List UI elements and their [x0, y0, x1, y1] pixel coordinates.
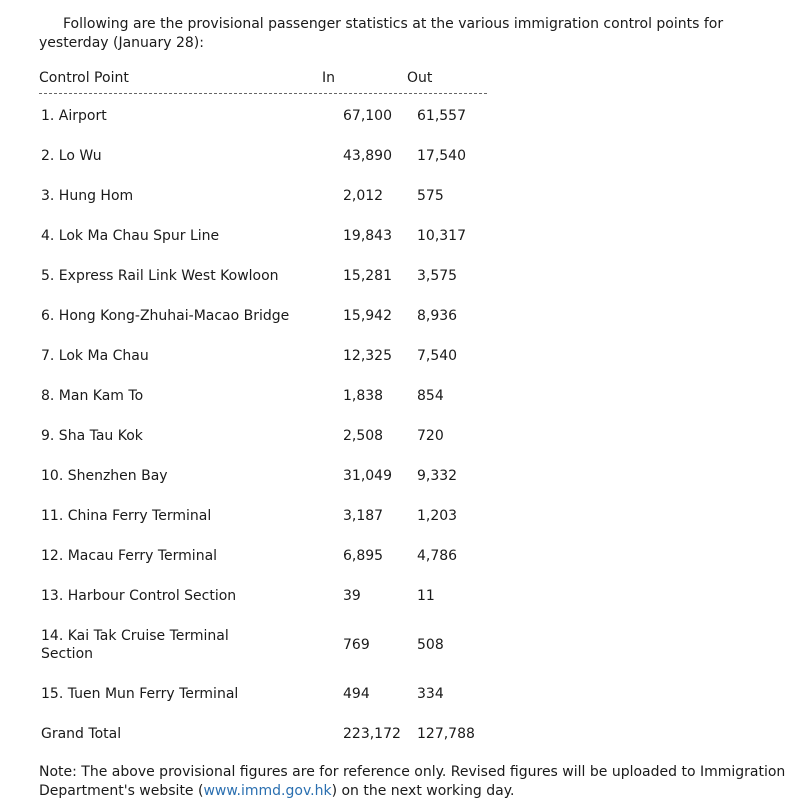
grand-total-in: 223,172 — [343, 726, 401, 742]
out-count: 61,557 — [417, 108, 466, 124]
control-point-name: 3. Hung Hom — [41, 188, 134, 204]
in-count: 494 — [343, 686, 370, 702]
table-row — [0, 227, 812, 246]
control-point-name: 8. Man Kam To — [41, 388, 144, 404]
in-count: 3,187 — [343, 508, 384, 524]
control-point-name: 1. Airport — [41, 108, 107, 124]
control-point-name: 9. Sha Tau Kok — [41, 428, 143, 444]
out-count: 508 — [417, 637, 444, 653]
header-out: Out — [407, 70, 433, 86]
table-row — [0, 347, 812, 366]
immd-website-link[interactable]: www.immd.gov.hk — [203, 783, 332, 799]
note-paragraph — [39, 763, 789, 801]
out-count: 17,540 — [417, 148, 466, 164]
out-count: 8,936 — [417, 308, 458, 324]
control-point-name: 6. Hong Kong-Zhuhai-Macao Bridge — [41, 308, 290, 324]
control-point-name: 13. Harbour Control Section — [41, 588, 237, 604]
control-point-name: 7. Lok Ma Chau — [41, 348, 149, 364]
table-row — [0, 507, 812, 526]
control-point-name: 15. Tuen Mun Ferry Terminal — [41, 686, 239, 702]
control-point-name: 14. Kai Tak Cruise Terminal Section — [41, 628, 229, 662]
out-count: 9,332 — [417, 468, 458, 484]
out-count: 854 — [417, 388, 444, 404]
table-row — [0, 427, 812, 446]
table-row — [0, 307, 812, 326]
in-count: 2,012 — [343, 188, 384, 204]
table-row — [0, 187, 812, 206]
in-count: 43,890 — [343, 148, 392, 164]
in-count: 6,895 — [343, 548, 384, 564]
in-count: 2,508 — [343, 428, 384, 444]
out-count: 4,786 — [417, 548, 458, 564]
out-count: 10,317 — [417, 228, 466, 244]
table-row — [0, 587, 812, 606]
grand-total-label: Grand Total — [41, 726, 122, 742]
control-point-name: 2. Lo Wu — [41, 148, 102, 164]
table-row — [0, 387, 812, 406]
table-row — [0, 547, 812, 566]
table-row — [0, 107, 812, 126]
in-count: 39 — [343, 588, 361, 604]
in-count: 31,049 — [343, 468, 392, 484]
table-row — [0, 627, 812, 665]
control-point-name: 11. China Ferry Terminal — [41, 508, 212, 524]
table-row — [0, 467, 812, 486]
in-count: 19,843 — [343, 228, 392, 244]
out-count: 334 — [417, 686, 444, 702]
header-in: In — [322, 70, 336, 86]
out-count: 11 — [417, 588, 435, 604]
grand-total-out: 127,788 — [417, 726, 475, 742]
out-count: 3,575 — [417, 268, 458, 284]
in-count: 15,281 — [343, 268, 392, 284]
table-row — [0, 267, 812, 286]
control-point-name: 5. Express Rail Link West Kowloon — [41, 268, 279, 284]
out-count: 575 — [417, 188, 444, 204]
in-count: 12,325 — [343, 348, 392, 364]
note-text-after-link: ) on the next working day. — [331, 783, 515, 799]
out-count: 7,540 — [417, 348, 458, 364]
out-count: 720 — [417, 428, 444, 444]
in-count: 769 — [343, 637, 370, 653]
control-point-name: 10. Shenzhen Bay — [41, 468, 168, 484]
header-divider — [39, 93, 487, 94]
control-point-name: 4. Lok Ma Chau Spur Line — [41, 228, 220, 244]
grand-total-row — [0, 725, 812, 744]
in-count: 15,942 — [343, 308, 392, 324]
in-count: 1,838 — [343, 388, 384, 404]
table-row — [0, 147, 812, 166]
intro-paragraph: Following are the provisional passenger statistics at the various immigration control points for yesterday (January 28): — [39, 16, 724, 51]
control-point-name: 12. Macau Ferry Terminal — [41, 548, 218, 564]
out-count: 1,203 — [417, 508, 458, 524]
table-row — [0, 685, 812, 704]
header-control-point: Control Point — [39, 70, 129, 86]
in-count: 67,100 — [343, 108, 392, 124]
note-text-before-link: Note: The above provisional figures are for reference only. Revised figures will be uploaded to Immigration Department's website ( — [39, 764, 786, 799]
